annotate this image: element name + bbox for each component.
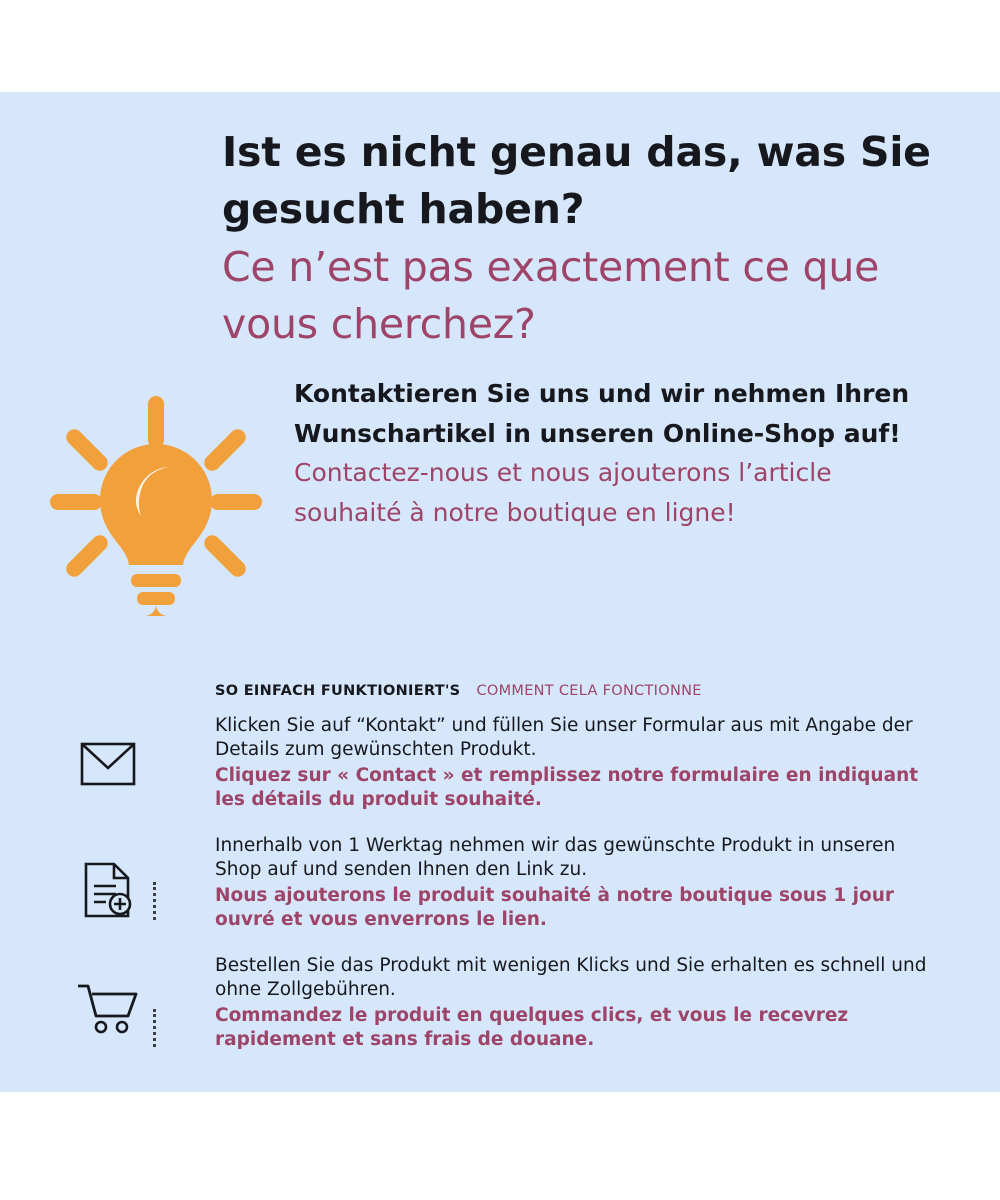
document-add-icon bbox=[0, 830, 215, 918]
list-item bbox=[0, 830, 1000, 950]
how-it-works-title-de: SO EINFACH FUNKTIONIERT'S bbox=[215, 683, 461, 699]
promo-banner bbox=[0, 92, 1000, 1092]
step-text-de: Klicken Sie auf “Kontakt” und füllen Sie unser Formular aus mit Angabe der Details zum gewünschten Produkt. bbox=[215, 715, 913, 761]
headline-block bbox=[222, 124, 942, 352]
list-item bbox=[0, 950, 1000, 1070]
shopping-cart-icon bbox=[0, 950, 215, 1034]
step-text bbox=[215, 950, 1000, 1053]
subtext-fr: Contactez-nous et nous ajouterons l’article souhaité à notre boutique en ligne! bbox=[294, 458, 832, 527]
step-text-de: Innerhalb von 1 Werktag nehmen wir das gewünschte Produkt in unseren Shop auf und senden Ihnen den Link zu. bbox=[215, 835, 896, 881]
lightbulb-icon bbox=[36, 382, 276, 622]
step-text bbox=[215, 710, 1000, 813]
step-text-fr: Cliquez sur « Contact » et remplissez notre formulaire en indiquant les détails du produit souhaité. bbox=[215, 764, 919, 811]
step-text-fr: Commandez le produit en quelques clics, et vous le recevrez rapidement et sans frais de douane. bbox=[215, 1004, 849, 1051]
step-text-fr: Nous ajouterons le produit souhaité à notre boutique sous 1 jour ouvré et vous enverrons le lien. bbox=[215, 884, 894, 931]
how-it-works-title bbox=[215, 680, 702, 699]
step-connector bbox=[153, 1009, 159, 1047]
headline-de: Ist es nicht genau das, was Sie gesucht haben? bbox=[222, 128, 931, 233]
step-text bbox=[215, 830, 1000, 933]
steps-list bbox=[0, 710, 1000, 1070]
subtext-row bbox=[0, 374, 1000, 634]
envelope-icon bbox=[0, 710, 215, 786]
subtext-block bbox=[294, 374, 914, 532]
step-connector bbox=[153, 882, 159, 920]
headline-fr: Ce n’est pas exactement ce que vous cherchez? bbox=[222, 243, 880, 348]
how-it-works-title-fr: COMMENT CELA FONCTIONNE bbox=[476, 683, 702, 699]
list-item bbox=[0, 710, 1000, 830]
subtext-de: Kontaktieren Sie uns und wir nehmen Ihren Wunschartikel in unseren Online-Shop auf! bbox=[294, 379, 910, 448]
step-text-de: Bestellen Sie das Produkt mit wenigen Klicks und Sie erhalten es schnell und ohne Zollgebühren. bbox=[215, 955, 927, 1001]
